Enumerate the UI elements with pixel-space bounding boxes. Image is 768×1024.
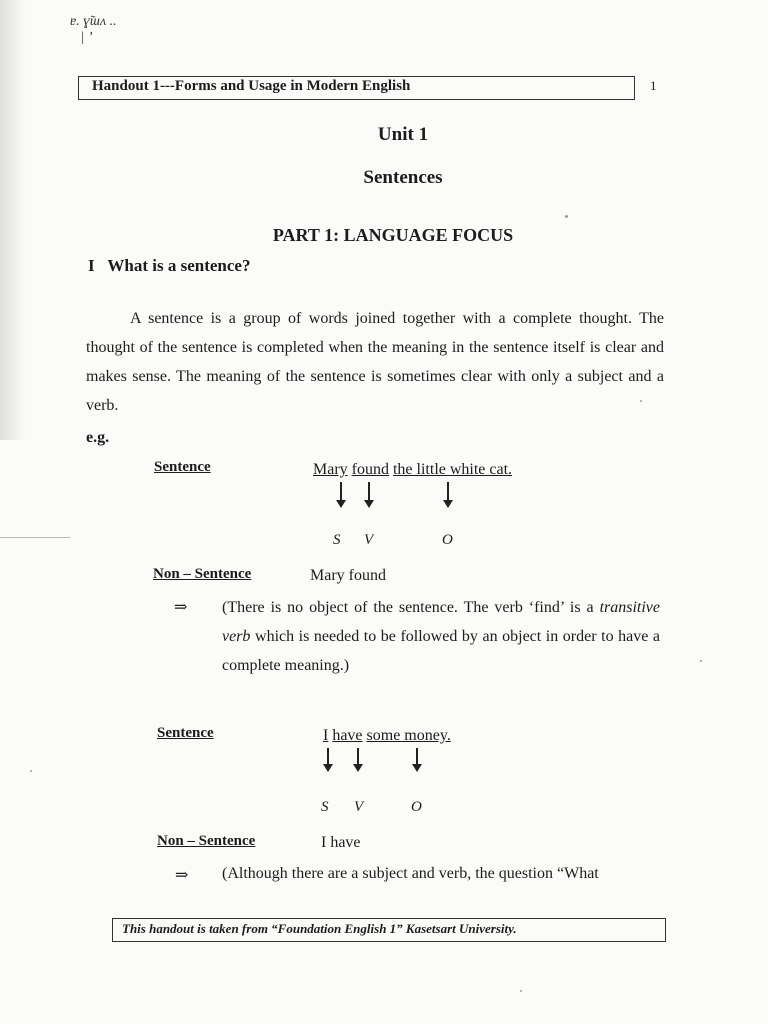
example2-arrow-object [416,748,418,770]
example2-verb: have [332,727,363,744]
example1-role-s: S [333,532,341,548]
example2-non-sentence: I have [321,834,361,851]
header-title: Handout 1---Forms and Usage in Modern English [92,78,411,94]
definition-paragraph: A sentence is a group of words joined together with a complete thought. The thought of the sentence is completed when the meaning in the sentence itself is clear and makes sense. The meaning of the sentence is sometimes clear with only a subject and a verb. [86,310,664,414]
example2-implies-icon: ⇒ [175,867,189,884]
question-text: What is a sentence? [107,256,251,275]
scan-speck [640,400,642,402]
example1-sentence-label: Sentence [154,459,211,475]
example1-sentence [313,461,512,479]
example1-object: the little white cat. [392,461,513,478]
scan-shadow-edge [0,0,26,440]
example1-role-o: O [442,532,453,548]
example1-subject: Mary [313,461,348,478]
scan-speck [520,990,522,992]
unit-title: Unit 1 [377,124,429,145]
example1-non-sentence-label: Non – Sentence [153,566,252,582]
example1-explanation: (There is no object of the sentence. The verb ‘find’ is a transitive verb which is needed to be followed by an object in order to have a complete meaning.) [222,599,661,674]
scan-speck [700,660,702,662]
example1-arrow-object [447,482,449,506]
question-heading [88,256,250,276]
example2-explanation: (Although there are a subject and verb, the question “What [222,865,599,882]
example2-sentence [323,727,451,745]
eg-label: e.g. [86,429,110,446]
question-number: I [88,256,95,275]
scan-speck [30,770,32,772]
example1-verb: found [351,461,389,478]
example2-object: some money. [366,727,451,744]
example1-implies-icon: ⇒ [174,599,188,616]
example1-role-v: V [364,532,374,548]
page-number: 1 [650,78,657,93]
example2-arrow-subject [327,748,329,770]
example2-role-s: S [321,799,329,815]
example2-subject: I [323,727,329,744]
example2-non-sentence-label: Non – Sentence [157,833,256,849]
example1-non-sentence: Mary found [310,567,386,584]
example1-arrow-verb [368,482,370,506]
example1-arrow-subject [340,482,342,506]
example2-sentence-label: Sentence [157,725,214,741]
example2-role-v: V [354,799,364,815]
term-transitive-verb: transitive verb [222,599,660,645]
footer-note: This handout is taken from “Foundation English 1” Kasetsart University. [122,921,517,936]
example2-role-o: O [411,799,422,815]
handwritten-mark: ɐ. ɣ̃ɯʌ .. | ’ [70,14,117,45]
part-title: PART 1: LANGUAGE FOCUS [272,225,514,245]
section-title: Sentences [363,167,443,188]
scan-speck [565,215,568,218]
scan-artifact-line [0,537,70,538]
example2-arrow-verb [357,748,359,770]
